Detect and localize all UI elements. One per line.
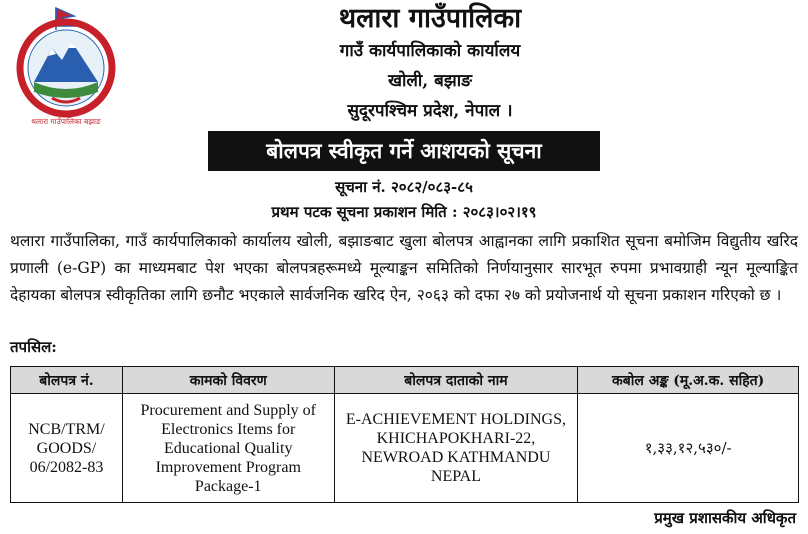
details-label: तपसिल: (10, 338, 57, 356)
office-location: खोली, बझाङ (388, 71, 472, 91)
notice-heading: बोलपत्र स्वीकृत गर्ने आशयको सूचना (208, 131, 600, 171)
office-name: गाउँ कार्यपालिकाको कार्यालय (339, 41, 521, 61)
publish-date: प्रथम पटक सूचना प्रकाशन मिति : २०८३।०२।१९ (271, 203, 537, 221)
emblem-caption: थलारा गाउँपालिका बझाङ (31, 117, 101, 126)
letterhead (150, 2, 710, 126)
cell-bidder-name: E-ACHIEVEMENT HOLDINGS, KHICHAPOKHARI-22, NEWROAD KATHMANDU NEPAL (334, 394, 578, 503)
cell-bid-amount: १,३३,१२,५३०/- (578, 394, 799, 503)
cell-work-description: Procurement and Supply of Electronics Items for Educational Quality Improvement Program Package-1 (122, 394, 334, 503)
notice-number: सूचना नं. २०८२/०८३-८५ (335, 178, 473, 196)
header-bid-no: बोलपत्र नं. (11, 367, 123, 394)
table-header-row (11, 367, 799, 394)
cell-bid-no: NCB/TRM/ GOODS/ 06/2082-83 (11, 394, 123, 503)
header-bid-amount: कबोल अङ्क (मू.अ.क. सहित) (578, 367, 799, 394)
municipality-title: थलारा गाउँपालिका (338, 3, 522, 34)
header-work-description: कामको विवरण (122, 367, 334, 394)
signatory-title: प्रमुख प्रशासकीय अधिकृत (654, 509, 796, 527)
municipality-emblem (12, 6, 120, 130)
award-table (10, 366, 799, 503)
header-bidder-name: बोलपत्र दाताको नाम (334, 367, 578, 394)
notice-body: थलारा गाउँपालिका, गाउँ कार्यपालिकाको कार्यालय खोली, बझाङबाट खुला बोलपत्र आह्वानका लागि प्रकाशित सूचना बमोजिम विद्युतीय खरिद प्रणाली (e-GP) का माध्यमबाट पेश भएका बोलपत्रहरूमध्ये मूल्याङ्कन समितिको निर्णयानुसार सारभूत रुपमा प्रभावग्राही न्यून मूल्याङ्कित देहायका बोलपत्र स्वीकृतिका लागि छनौट भएकाले सार्वजनिक खरिद ऐन, २०६३ को दफा २७ को प्रयोजनार्थ यो सूचना प्रकाशन गरिएको छ । (10, 232, 798, 304)
province-name: सुदूरपश्चिम प्रदेश, नेपाल । (347, 101, 513, 121)
table-row (11, 394, 799, 503)
